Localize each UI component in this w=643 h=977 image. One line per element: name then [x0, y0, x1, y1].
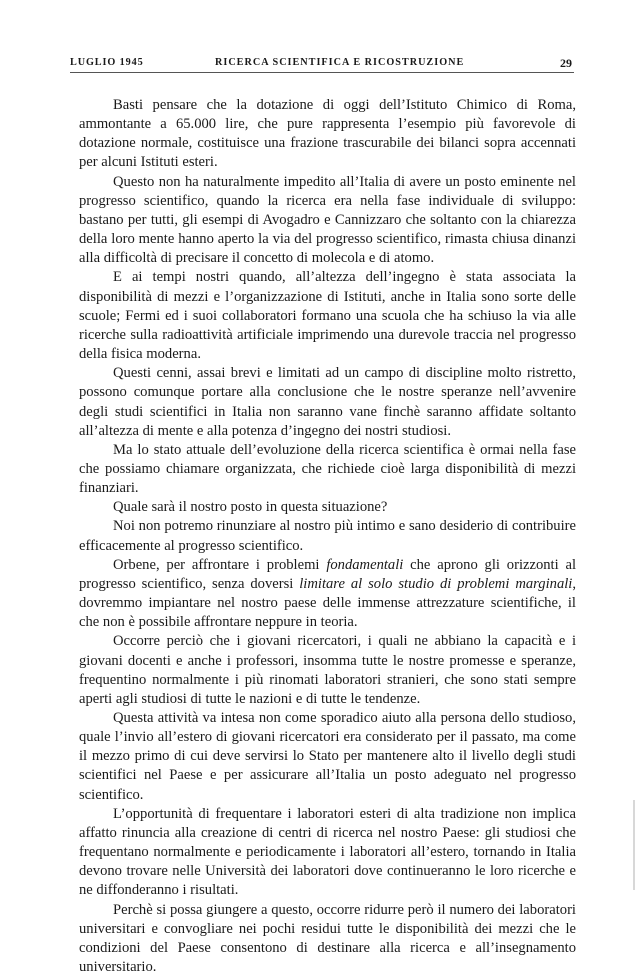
- p8-text-e: , dovremmo impiantare nel nostro paese delle immense attrezzature scientifiche, il che non è possibile affrontare neppure in teoria.: [79, 575, 577, 631]
- paragraph-4: Questi cenni, assai brevi e limitati ad un campo di discipline molto ristretto, possono comunque portare alla conclusione che le nostre speranze nell’avvenire degli studi scientifici in Italia non saranno vane finchè saranno affidate soltanto all’altezza di mente e alla potenza d’ingegno dei nostri studiosi.: [79, 365, 576, 439]
- paragraph-9: Occorre perciò che i giovani ricercatori, i quali ne abbiano la capacità e i giovani docenti e anche i professori, insomma tutte le nostre promesse e speranze, frequentino normalmente i più rinomati laboratori stranieri, che sono stati sempre aperti agli studiosi di tutte le nazioni e di tutte le tendenze.: [79, 633, 576, 707]
- running-head: [70, 57, 572, 71]
- paragraph-1: Basti pensare che la dotazione di oggi dell’Istituto Chimico di Roma, ammontante a 65.000 lire, che pure rappresenta l’esempio più favorevole di dotazione normale, costituisce una frazione trascurabile dei bilanci sopra accennati per alcuni Istituti esteri.: [79, 97, 576, 171]
- scan-edge-stripe: [633, 800, 635, 890]
- header-date: LUGLIO 1945: [70, 57, 144, 68]
- paragraph-2: Questo non ha naturalmente impedito all’Italia di avere un posto eminente nel progresso scientifico, quando la ricerca era nella fase individuale di sviluppo: bastano per tutti, gli esempi di Avogadro e Cannizzaro che soltanto con la chiarezza della loro mente hanno aperto la via del progresso scientifico, rimasta chiusa dinanzi alla difficoltà di precisare il concetto di molecola e di atomo.: [79, 173, 576, 267]
- paragraph-7: Noi non potremo rinunziare al nostro più intimo e sano desiderio di contribuire efficacemente al progresso scientifico.: [79, 518, 576, 554]
- p8-text-a: Orbene, per affrontare i problemi: [113, 556, 327, 573]
- p8-text-c: che aprono gli orizzonti al progresso scientifico, senza doversi: [79, 556, 576, 592]
- paragraph-5: Ma lo stato attuale dell’evoluzione della ricerca scientifica è ormai nella fase che possiamo chiamare organizzata, che richiede cioè larga disponibilità di mezzi finanziari.: [79, 441, 576, 497]
- header-title: RICERCA SCIENTIFICA E RICOSTRUZIONE: [215, 57, 465, 68]
- p8-emphasis-limitare: limitare al solo studio di problemi marginali: [299, 575, 573, 592]
- paragraph-3: E ai tempi nostri quando, all’altezza dell’ingegno è stata associata la disponibilità di mezzi e l’organizzazione di Istituti, anche in Italia sono sorte delle scuole; Fermi ed i suoi collaboratori formano una scuola che ha schiuso la via alle ricerche sulla radioattività artificiale imprimendo una durevole traccia nel progresso della fisica moderna.: [79, 269, 576, 363]
- p8-emphasis-fondamentali: fondamentali: [326, 556, 404, 573]
- paragraph-6: Quale sarà il nostro posto in questa situazione?: [113, 499, 388, 516]
- paragraph-11: L’opportunità di frequentare i laboratori esteri di alta tradizione non implica affatto rinuncia alla creazione di centri di ricerca nel nostro Paese: gli studiosi che frequentano normalmente e periodicamente i laboratori all’estero, tornando in Italia devono trovare nelle Università dei laboratori dove continueranno le loro ricerche e ne diffonderanno i risultati.: [79, 805, 576, 899]
- page-number: 29: [560, 56, 572, 70]
- paragraph-8: [79, 556, 576, 633]
- body-text: [79, 96, 576, 977]
- header-rule: [70, 72, 574, 73]
- paragraph-10: Questa attività va intesa non come sporadico aiuto alla persona dello studioso, quale l’invio all’estero di giovani ricercatori era considerato per il passato, ma come il mezzo primo di cui deve servirsi lo Stato per mantenere alto il livello degli studi scientifici nel Paese e per assicurare all’Italia un posto adeguato nel progresso scientifico.: [79, 710, 576, 803]
- paragraph-12: Perchè si possa giungere a questo, occorre ridurre però il numero dei laboratori universitari e convogliare nei pochi residui tutte le disponibilità dei mezzi che le condizioni del Paese consentono di destinare alla ricerca e all’insegnamento universitario.: [79, 901, 576, 976]
